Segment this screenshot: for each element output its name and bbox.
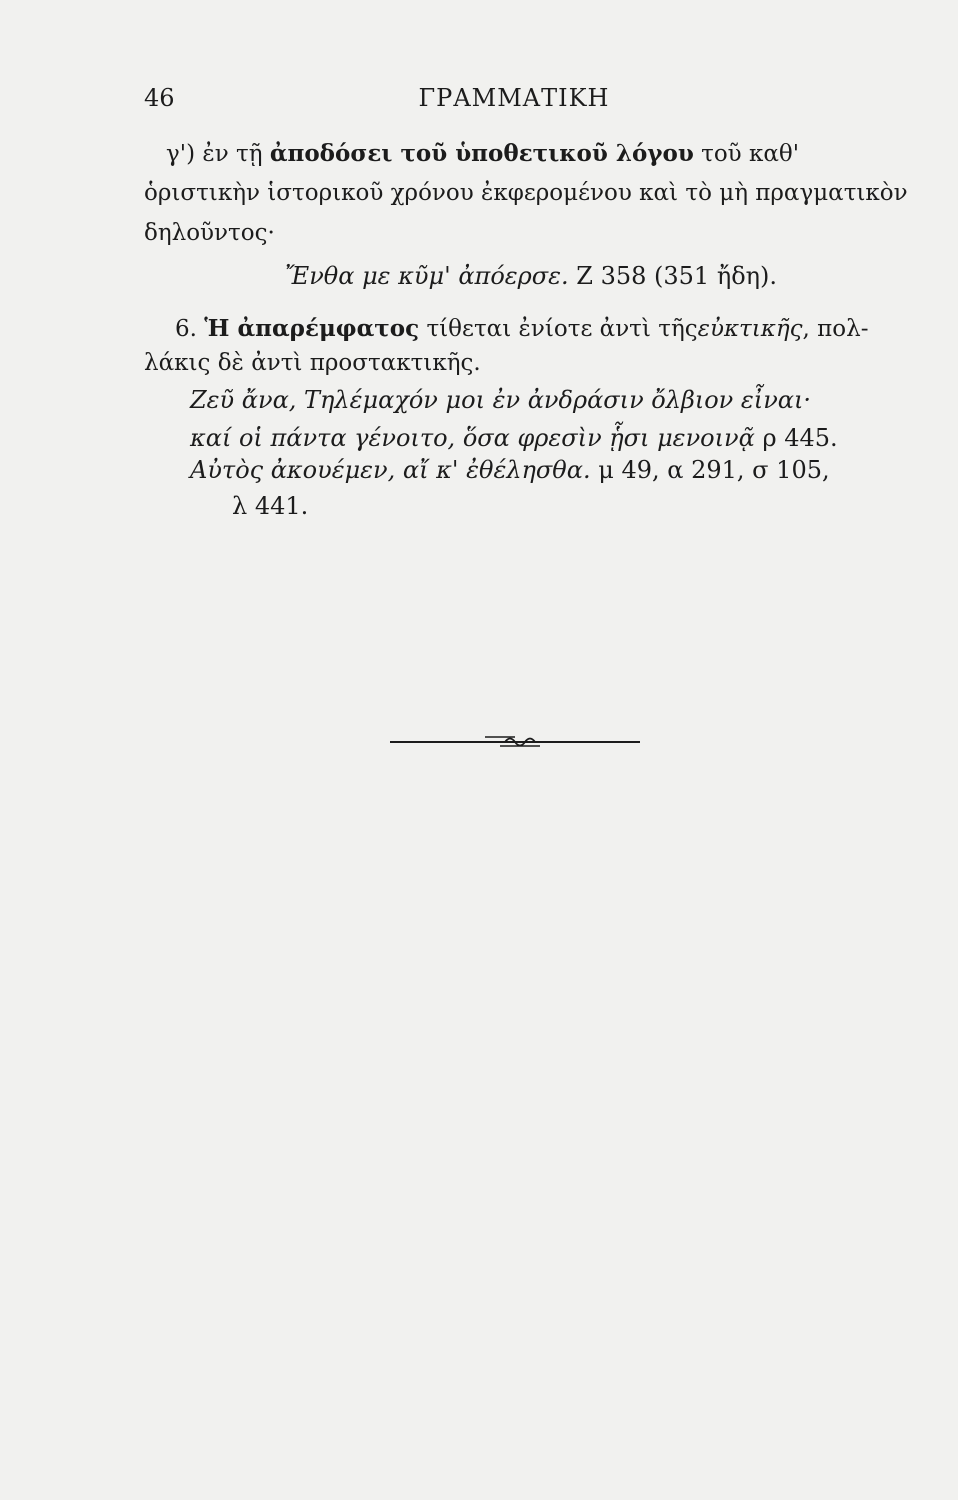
section-c-line-2: ὁριστικὴν ἱστορικοῦ χρόνου ἐκφερομένου καὶ τὸ μὴ πραγματικὸν [144, 180, 908, 206]
section-c-bold-term: ἀποδόσει τοῦ ὑποθετικοῦ λόγου [269, 140, 694, 167]
verse-3-references: μ 49, α 291, σ 105, [598, 456, 830, 484]
section-c-line-3: δηλοῦντος· [144, 220, 275, 246]
section-c-example [285, 262, 777, 290]
section-c-post: τοῦ καθ' [701, 141, 800, 167]
verse-3-text: Αὐτὸς ἀκουέμεν, αἴ κ' ἐθέλησθα. [190, 456, 591, 484]
example-reference: Ζ 358 (351 ἤδη). [576, 262, 778, 290]
example-quote: Ἔνθα με κῦμ' ἀπόερσε. [285, 262, 569, 290]
section-6-line-1 [175, 315, 868, 342]
section-c-pre: ἐν τῇ [202, 141, 263, 167]
section-6-line-2: λάκις δὲ ἀντὶ προστακτικῆς. [144, 350, 481, 376]
section-c-line-1 [166, 140, 799, 167]
verse-2-text: καί οἱ πάντα γένοιτο, ὅσα φρεσὶν ᾗσι μενοινᾷ [190, 424, 755, 452]
verse-2-reference: ρ 445. [762, 424, 838, 452]
section-6-bold-term: Ἡ ἀπαρέμφατος [204, 315, 420, 342]
running-title: ΓΡΑΜΜΑΤΙΚΗ [418, 84, 610, 112]
page-number: 46 [144, 84, 175, 112]
verse-line-2 [190, 424, 838, 452]
verse-line-1: Ζεῦ ἄνα, Τηλέμαχόν μοι ἐν ἀνδράσιν ὄλβιον εἶναι· [190, 386, 812, 414]
verse-line-4: λ 441. [232, 492, 309, 520]
section-6-tail: , πολ- [802, 316, 869, 342]
page-header [144, 84, 879, 118]
verse-line-3 [190, 456, 830, 484]
section-c-marker: γ') [166, 141, 196, 167]
section-6-number: 6. [175, 316, 197, 342]
section-6-italic-word: εὐκτικῆς [697, 316, 803, 342]
ornament-divider-icon [390, 728, 640, 752]
section-6-rest: τίθεται ἐνίοτε ἀντὶ τῆς [426, 316, 698, 342]
